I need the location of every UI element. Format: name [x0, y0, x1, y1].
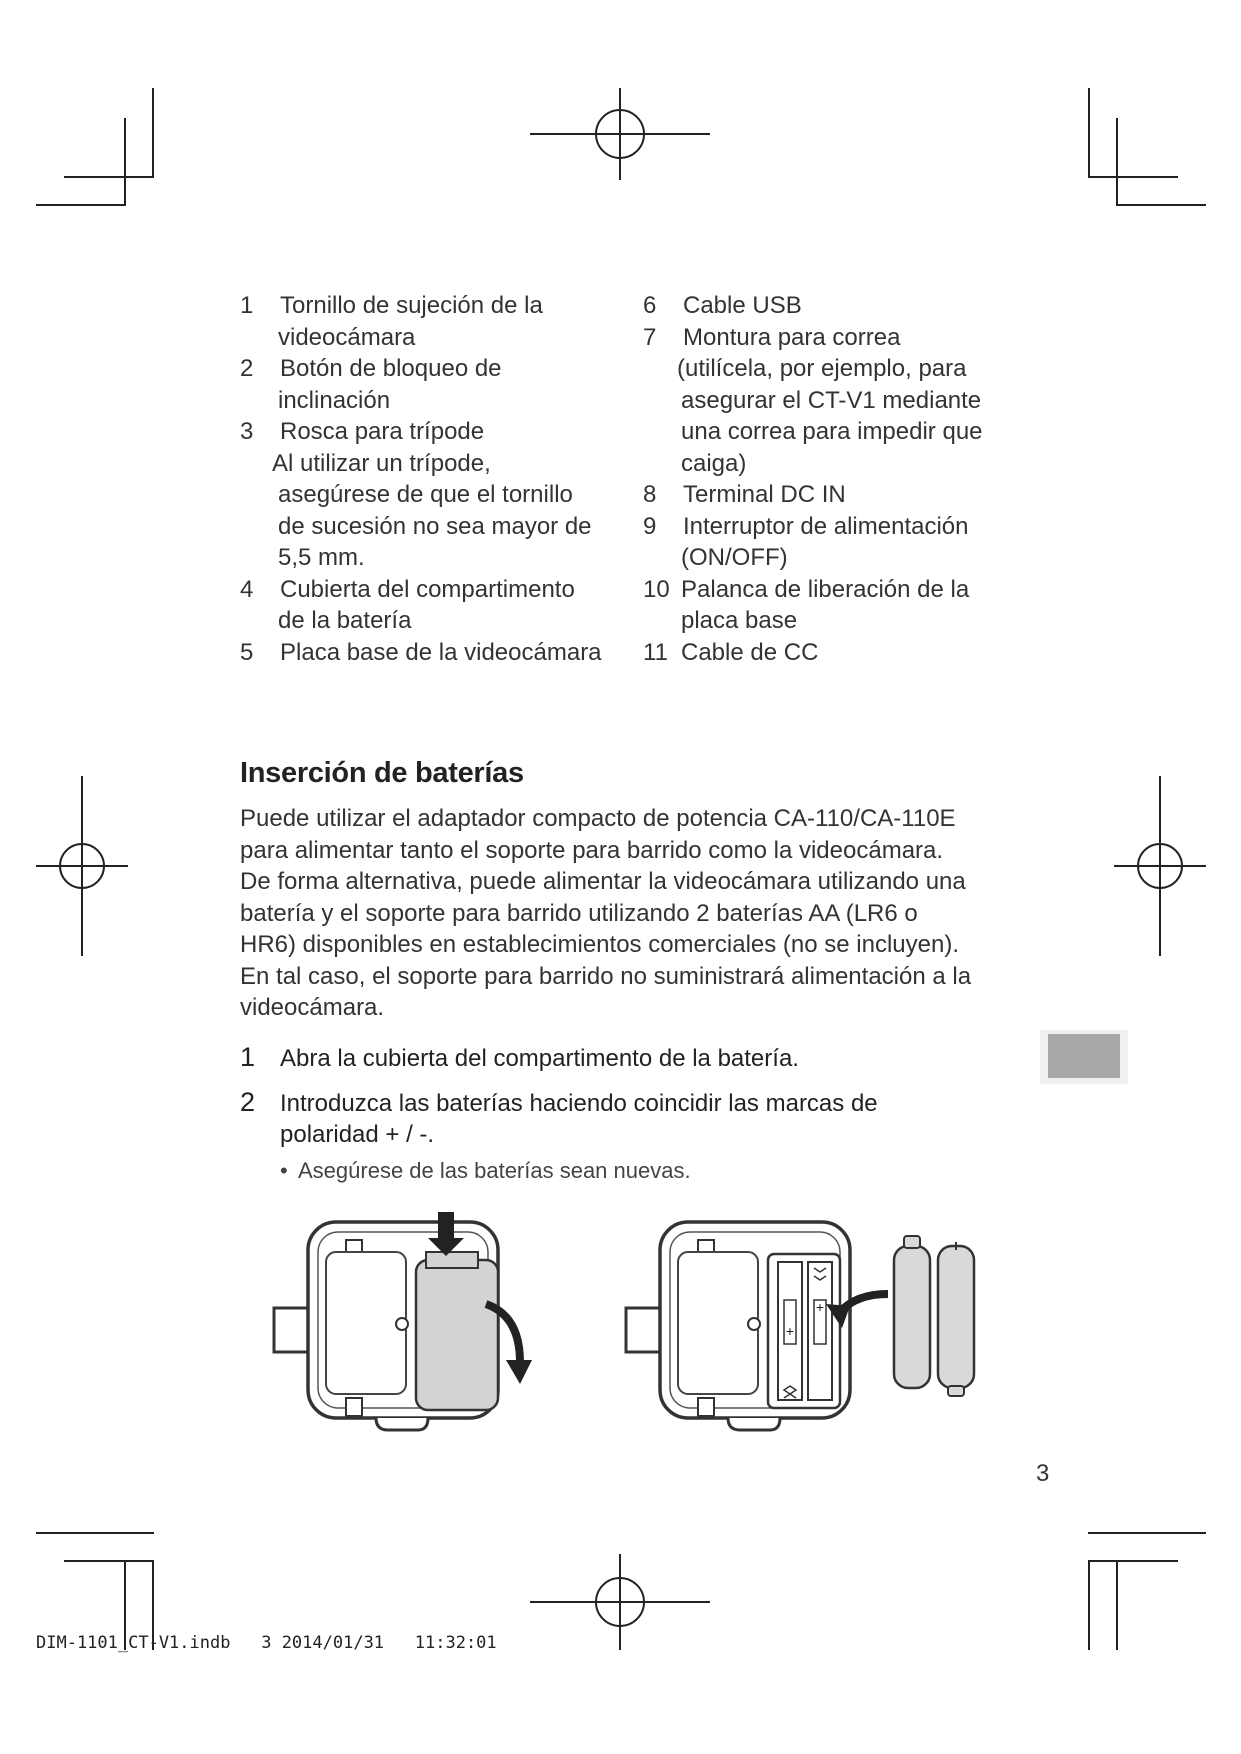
aa-battery-icon — [938, 1242, 974, 1396]
crop-mark — [1088, 1532, 1206, 1534]
part-number: 6 — [643, 292, 657, 319]
part-label: Placa base de la videocámara — [280, 638, 602, 666]
figure-insert-batteries — [620, 1212, 990, 1432]
part-number: 3 — [240, 418, 254, 445]
figure-open-cover — [268, 1212, 538, 1432]
part-number: 1 — [240, 292, 254, 319]
part-label: Interruptor de alimentación — [683, 512, 969, 540]
intro-line: De forma alternativa, puede alimentar la videocámara utilizando una — [240, 868, 966, 895]
part-number: 10 — [643, 575, 670, 603]
crop-mark — [1088, 88, 1090, 178]
part-label: Rosca para trípode — [280, 418, 485, 445]
part-label: Palanca de liberación de la — [681, 575, 970, 603]
part-number: 2 — [240, 355, 254, 382]
page-number: 3 — [1036, 1460, 1050, 1487]
part-number: 9 — [643, 512, 657, 540]
footer-file: DIM-1101_CT-V1.indb — [36, 1633, 231, 1653]
part-label: placa base — [681, 607, 798, 634]
section-tab — [1048, 1034, 1120, 1078]
polarity-plus: + — [815, 1299, 825, 1315]
step-bullet — [240, 1158, 980, 1184]
step-number: 2 — [240, 1086, 256, 1117]
section-intro — [240, 803, 1000, 1024]
registration-mark-bottom — [530, 1554, 710, 1650]
step-number: 1 — [240, 1042, 256, 1072]
registration-mark-left — [36, 776, 128, 956]
part-label: Cubierta del compartimento — [280, 575, 575, 603]
part-item — [643, 479, 1013, 511]
part-number: 8 — [643, 481, 657, 508]
footer-page: 3 — [261, 1633, 272, 1653]
step-text: Abra la cubierta del compartimento de la batería. — [280, 1045, 799, 1072]
crop-mark — [1088, 1560, 1090, 1650]
footer-date: 2014/01/31 — [281, 1633, 385, 1653]
crop-mark — [152, 88, 154, 178]
crop-mark — [1088, 176, 1178, 178]
bullet-text: Asegúrese de las baterías sean nuevas. — [298, 1157, 691, 1183]
crop-mark — [64, 176, 154, 178]
crop-mark — [1116, 204, 1206, 206]
part-item — [240, 574, 620, 637]
part-number: 4 — [240, 575, 254, 603]
part-item — [643, 574, 1013, 637]
part-item — [240, 637, 620, 669]
intro-line: En tal caso, el soporte para barrido no suministrará alimentación a la — [240, 962, 972, 990]
part-item — [643, 322, 1013, 480]
crop-mark — [36, 1532, 154, 1534]
step-item — [240, 1088, 980, 1151]
step-text: polaridad + / -. — [280, 1121, 435, 1148]
part-note: asegurar el CT-V1 mediante — [681, 386, 982, 414]
part-item — [643, 511, 1013, 574]
parts-list-left — [240, 290, 620, 668]
bullet-icon: • — [280, 1157, 288, 1183]
part-note: Al utilizar un trípode, — [272, 449, 491, 477]
part-label: Cable de CC — [681, 638, 819, 666]
part-number: 11 — [643, 638, 668, 666]
part-label: Cable USB — [683, 292, 802, 319]
intro-line: Puede utilizar el adaptador compacto de potencia CA-110/CA-110E — [240, 805, 956, 832]
polarity-plus: + — [785, 1323, 795, 1339]
part-note: caiga) — [681, 449, 747, 477]
intro-line: videocámara. — [240, 994, 385, 1021]
step-text: Introduzca las baterías haciendo coincidir las marcas de — [280, 1089, 878, 1117]
intro-line: HR6) disponibles en establecimientos comerciales (no se incluyen). — [240, 931, 960, 958]
section-title: Inserción de baterías — [240, 757, 524, 789]
crop-mark — [1116, 118, 1118, 206]
part-label: inclinación — [278, 386, 391, 414]
part-note: (utilícela, por ejemplo, para — [677, 355, 967, 382]
parts-list-right — [643, 290, 1013, 668]
crop-mark — [1088, 1560, 1178, 1562]
part-note: 5,5 mm. — [278, 544, 365, 571]
part-item — [240, 416, 620, 574]
part-item — [240, 353, 620, 416]
part-label: Terminal DC IN — [683, 481, 846, 508]
part-item — [240, 290, 620, 353]
crop-mark — [124, 118, 126, 206]
intro-line: para alimentar tanto el soporte para barrido como la videocámara. — [240, 836, 944, 864]
step-item — [240, 1043, 980, 1075]
crop-mark — [1116, 1560, 1118, 1650]
part-number: 7 — [643, 323, 657, 351]
part-label: videocámara — [278, 323, 416, 351]
part-note: de sucesión no sea mayor de — [278, 512, 592, 540]
print-footer — [36, 1633, 497, 1653]
crop-mark — [36, 204, 126, 206]
part-label: Tornillo de sujeción de la — [280, 292, 543, 319]
footer-time: 11:32:01 — [414, 1633, 497, 1653]
registration-mark-right — [1114, 776, 1206, 956]
steps-list — [240, 1043, 980, 1184]
part-number: 5 — [240, 638, 254, 666]
registration-mark-top — [530, 88, 710, 180]
part-note: asegúrese de que el tornillo — [278, 481, 573, 508]
intro-line: batería y el soporte para barrido utilizando 2 baterías AA (LR6 o — [240, 899, 918, 927]
crop-mark — [64, 1560, 154, 1562]
part-item — [643, 637, 1013, 669]
part-label: Botón de bloqueo de — [280, 355, 502, 382]
aa-battery-icon — [894, 1236, 930, 1388]
part-label: de la batería — [278, 607, 412, 634]
part-note: (ON/OFF) — [681, 544, 788, 571]
part-item — [643, 290, 1013, 322]
part-note: una correa para impedir que — [681, 418, 983, 445]
part-label: Montura para correa — [683, 323, 901, 351]
